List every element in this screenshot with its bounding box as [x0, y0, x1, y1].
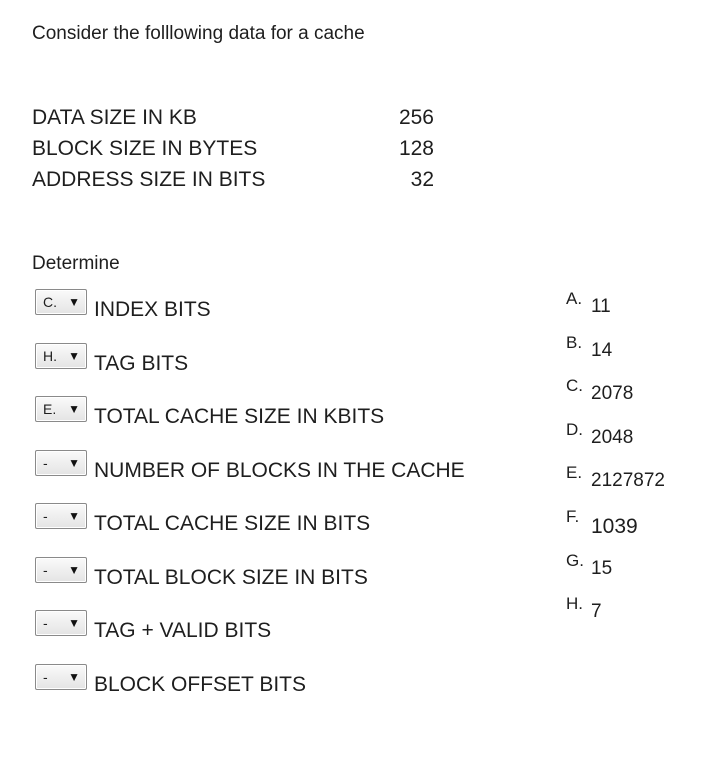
question-total-cache-bits [35, 503, 515, 557]
answer-dropdown[interactable] [35, 396, 87, 422]
choice-value: 15 [591, 557, 613, 579]
choice-value: 1039 [591, 514, 638, 538]
question-label: BLOCK OFFSET BITS [94, 672, 306, 696]
choice-letter: D. [566, 419, 583, 439]
choice-letter: E. [566, 463, 583, 483]
dropdown-selected-value: - [43, 454, 48, 471]
answer-dropdown[interactable] [35, 664, 87, 690]
choice-value: 2048 [591, 426, 634, 448]
choice-e [566, 462, 706, 506]
dropdown-arrow-icon: ▼ [68, 562, 80, 577]
question-total-cache-kbits [35, 396, 515, 450]
choice-value: 2078 [591, 383, 634, 405]
dropdown-arrow-icon: ▼ [68, 616, 80, 630]
choice-value: 7 [591, 601, 602, 623]
dropdown-selected-value: H. [43, 347, 57, 364]
given-data-table [32, 102, 434, 195]
question-list [35, 289, 515, 717]
given-label: DATA SIZE IN KB [32, 106, 197, 129]
question-label: TOTAL CACHE SIZE IN BITS [94, 512, 371, 535]
choice-letter: F. [566, 506, 580, 526]
question-tag-bits [35, 343, 515, 397]
choice-h [566, 593, 706, 637]
given-label: BLOCK SIZE IN BYTES [32, 137, 258, 160]
dropdown-selected-value: - [43, 668, 48, 685]
answer-dropdown[interactable] [35, 557, 87, 583]
choice-d [566, 419, 706, 463]
question-label: INDEX BITS [94, 298, 211, 321]
choice-letter: C. [566, 376, 583, 396]
question-tag-valid-bits [35, 610, 515, 664]
question-number-of-blocks [35, 450, 515, 504]
dropdown-arrow-icon: ▼ [68, 455, 80, 470]
given-row-block-size [32, 133, 434, 164]
answer-dropdown[interactable] [35, 450, 87, 476]
choice-letter: B. [566, 332, 583, 352]
question-label: NUMBER OF BLOCKS IN THE CACHE [94, 458, 465, 482]
dropdown-selected-value: E. [43, 401, 57, 417]
question-index-bits [35, 289, 515, 343]
dropdown-selected-value: C. [43, 294, 57, 310]
dropdown-arrow-icon: ▼ [68, 295, 80, 309]
choice-b [566, 332, 706, 376]
choice-f [566, 506, 706, 550]
answer-dropdown[interactable] [35, 289, 87, 315]
choice-value: 11 [591, 296, 611, 317]
intro-text: Consider the folllowing data for a cache [32, 23, 365, 44]
question-label: TOTAL CACHE SIZE IN KBITS [94, 405, 385, 428]
choice-c [566, 375, 706, 419]
question-block-offset-bits [35, 664, 515, 718]
given-label: ADDRESS SIZE IN BITS [32, 168, 266, 191]
choice-g [566, 550, 706, 594]
choice-letter: G. [566, 550, 584, 570]
dropdown-selected-value: - [43, 508, 48, 524]
given-row-data-size [32, 102, 434, 133]
given-value: 256 [398, 106, 434, 129]
dropdown-arrow-icon: ▼ [68, 348, 80, 363]
choice-value: 14 [591, 339, 613, 361]
dropdown-arrow-icon: ▼ [68, 509, 80, 523]
answer-dropdown[interactable] [35, 343, 87, 369]
given-value: 32 [410, 168, 434, 191]
given-value: 128 [398, 137, 434, 160]
question-label: TAG BITS [94, 351, 189, 375]
choice-letter: H. [566, 594, 583, 614]
question-label: TOTAL BLOCK SIZE IN BITS [94, 565, 368, 589]
choice-value: 2127872 [591, 470, 665, 492]
determine-heading: Determine [32, 253, 120, 274]
dropdown-selected-value: - [43, 615, 48, 631]
choice-letter: A. [566, 289, 583, 308]
given-row-address-size [32, 164, 434, 195]
answer-dropdown[interactable] [35, 503, 87, 529]
dropdown-selected-value: - [43, 561, 48, 578]
question-total-block-bits [35, 557, 515, 611]
question-label: TAG + VALID BITS [94, 619, 272, 642]
dropdown-arrow-icon: ▼ [68, 402, 80, 416]
answer-dropdown[interactable] [35, 610, 87, 636]
dropdown-arrow-icon: ▼ [68, 669, 80, 684]
answer-choices [566, 288, 706, 637]
choice-a [566, 288, 706, 332]
